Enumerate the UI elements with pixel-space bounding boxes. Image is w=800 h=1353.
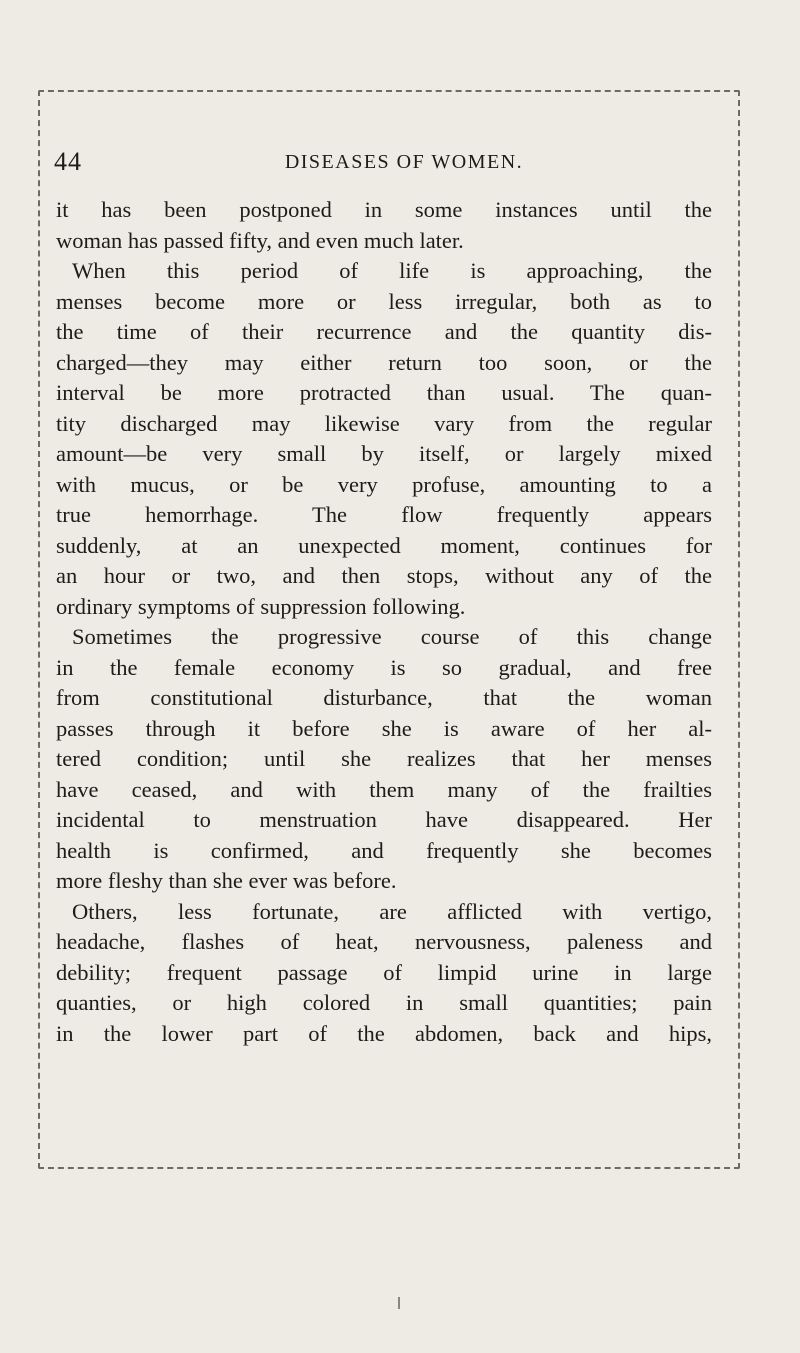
text-line: When this period of life is approaching, the: [72, 258, 712, 283]
text-line: Others, less fortunate, are afflicted with vertigo,: [72, 898, 712, 924]
text-line: more fleshy than she ever was before.: [56, 868, 397, 893]
text-line: health is confirmed, and frequently she becomes: [56, 837, 712, 863]
text-line: an hour or two, and then stops, without any of the: [56, 563, 712, 588]
text-line: in the female economy is so gradual, and free: [56, 654, 712, 680]
text-line: amount—be very small by itself, or largely mixed: [56, 441, 712, 466]
text-line: it has been postponed in some instances until the: [56, 197, 712, 222]
text-line: the time of their recurrence and the quantity dis-: [56, 319, 712, 344]
text-line: with mucus, or be very profuse, amounting to a: [56, 471, 712, 497]
text-line: passes through it before she is aware of her al-: [56, 715, 712, 741]
text-line: headache, flashes of heat, nervousness, paleness and: [56, 929, 712, 954]
text-line: have ceased, and with them many of the frailties: [56, 776, 712, 802]
text-line: interval be more protracted than usual. The quan-: [56, 380, 712, 405]
text-line: ordinary symptoms of suppression following.: [56, 593, 466, 619]
text-line: debility; frequent passage of limpid urine in large: [56, 959, 712, 985]
text-line: from constitutional disturbance, that the woman: [56, 685, 712, 710]
text-line: incidental to menstruation have disappeared. Her: [56, 807, 712, 832]
page-number: 44: [54, 147, 82, 176]
running-title: DISEASES OF WOMEN.: [284, 151, 524, 173]
running-head: [54, 142, 714, 182]
text-line: tity discharged may likewise vary from the regular: [56, 410, 712, 436]
text-line: quanties, or high colored in small quantities; pain: [56, 990, 712, 1015]
text-line: woman has passed fifty, and even much later.: [56, 227, 464, 253]
text-line: tered condition; until she realizes that her menses: [56, 746, 712, 771]
text-line: menses become more or less irregular, both as to: [56, 288, 712, 314]
text-line: Sometimes the progressive course of this change: [72, 624, 712, 649]
paper-speck: [398, 1297, 400, 1309]
text-line: in the lower part of the abdomen, back and hips,: [56, 1020, 712, 1046]
text-line: charged—they may either return too soon, or the: [56, 349, 712, 375]
text-line: true hemorrhage. The flow frequently appears: [56, 502, 712, 527]
text-line: suddenly, at an unexpected moment, continues for: [56, 532, 712, 558]
body-text: [56, 195, 712, 1049]
